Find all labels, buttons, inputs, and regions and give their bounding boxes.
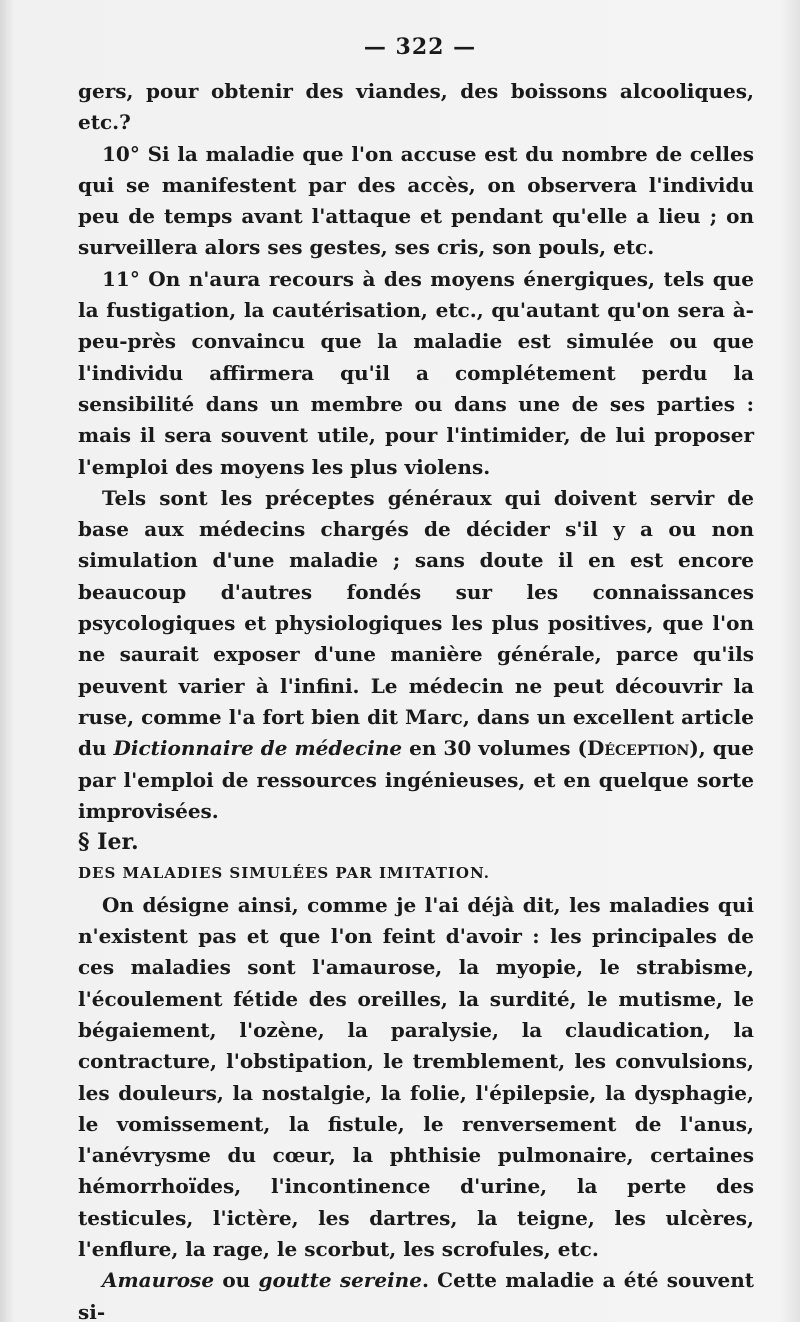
- precepts-text-1: Tels sont les préceptes généraux qui doivent servir de base aux médecins chargés de décider s'il y a ou non simulation d'une maladie ; sans doute il en est encore beaucoup d'autres fondés sur les connaissances psycologiques et physiologiques les plus positives, que l'on ne saurait exposer d'une manière générale, parce qu'ils peuvent varier à l'infini. Le médecin ne peut découvrir la ruse, comme l'a fort bien dit Marc, dans un excellent article du: [78, 485, 754, 761]
- paragraph-continuation: gers, pour obtenir des viandes, des boissons alcooliques, etc.?: [78, 79, 754, 135]
- paragraph-general-precepts: [78, 483, 754, 827]
- amaurosis-connector: ou: [214, 1268, 259, 1293]
- paragraph-item-11: 11° On n'aura recours à des moyens énergiques, tels que la fustigation, la cautérisation, etc., qu'autant qu'on sera à-peu-près convaincu que la maladie est simulée ou que l'individu affirmera qu'il a complétement perdu la sensibilité dans un membre ou dans une de ses parties : mais il sera souvent utile, pour l'intimider, de lui proposer l'emploi des moyens les plus violens.: [78, 266, 754, 479]
- term-amaurose: Amaurose: [102, 1268, 215, 1293]
- amaurosis-text: . Cette maladie a été souvent si-: [78, 1268, 754, 1322]
- term-goutte-sereine: goutte sereine: [258, 1268, 422, 1293]
- section-title: DES MALADIES SIMULÉES PAR IMITATION.: [78, 864, 490, 883]
- paragraph-disease-list: On désigne ainsi, comme je l'ai déjà dit, les maladies qui n'existent pas et que l'on feint d'avoir : les principales de ces maladies sont l'amaurose, la myopie, le strabisme, l'écoulement fétide des oreilles, la surdité, le mutisme, le bégaiement, l'ozène, la paralysie, la claudication, la contracture, l'obstipation, le tremblement, les convulsions, les douleurs, la nostalgie, la folie, l'épilepsie, la dysphagie, le vomissement, la fistule, le renversement de l'anus, l'anévrysme du cœur, la phthisie pulmonaire, certaines hémorrhoïdes, l'incontinence d'urine, la perte des testicules, l'ictère, les dartres, la teigne, les ulcères, l'enflure, la rage, le scorbut, les scrofules, etc.: [78, 892, 754, 1261]
- article-name: Déception: [586, 736, 690, 761]
- precepts-text-3: ), que par l'emploi de ressources ingénieuses, et en quelque sorte improvisées.: [78, 736, 754, 823]
- precepts-text-2: en 30 volumes (: [402, 736, 587, 761]
- body-text: [78, 76, 754, 1322]
- page-number: — 322 —: [363, 34, 477, 60]
- section-mark: § Ier.: [78, 829, 139, 856]
- paragraph-amaurosis: [78, 1265, 754, 1322]
- dictionary-title: Dictionnaire de médecine: [113, 736, 403, 761]
- paragraph-item-10: 10° Si la maladie que l'on accuse est du nombre de celles qui se manifestent par des accès, on observera l'individu peu de temps avant l'attaque et pendant qu'elle a lieu ; on surveillera alors ses gestes, ses cris, son pouls, etc.: [78, 141, 754, 260]
